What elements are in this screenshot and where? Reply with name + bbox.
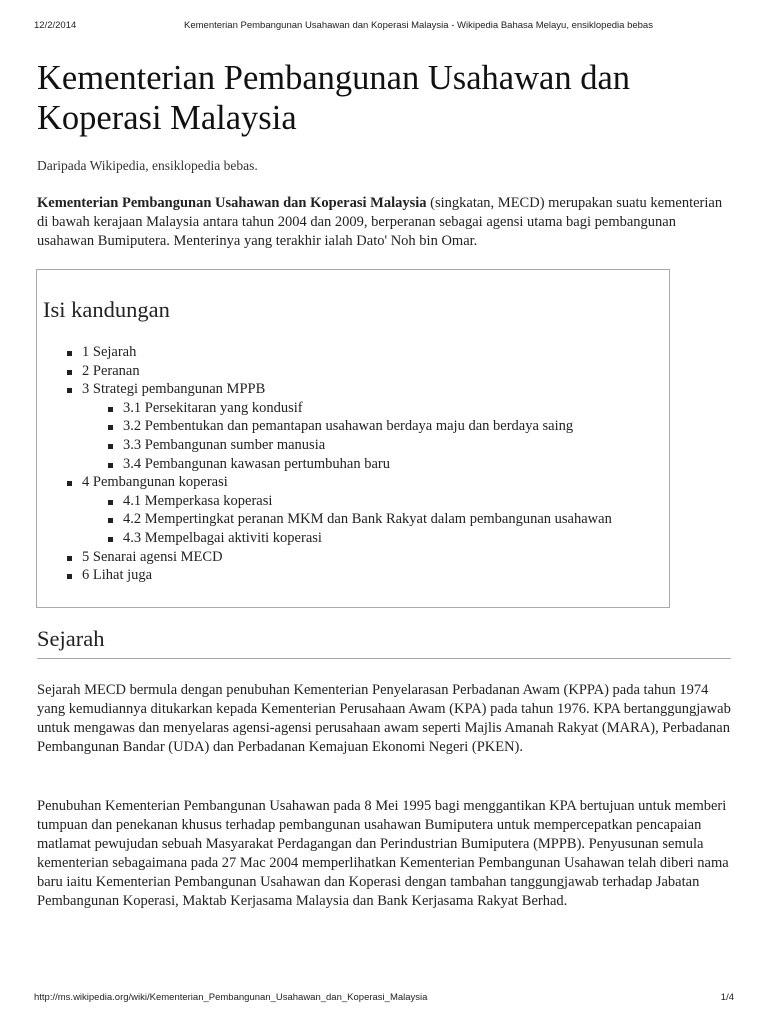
toc-link[interactable]: 3 Strategi pembangunan MPPB <box>82 381 266 398</box>
toc-item[interactable] <box>64 343 664 362</box>
site-tagline: Daripada Wikipedia, ensiklopedia bebas. <box>37 158 258 173</box>
toc-link[interactable]: 6 Lihat juga <box>82 567 153 584</box>
toc-link[interactable]: 1 Sejarah <box>82 344 137 360</box>
toc-subitem[interactable] <box>105 492 664 511</box>
toc-link[interactable]: 4.3 Mempelbagai aktiviti koperasi <box>123 529 322 546</box>
table-of-contents <box>36 269 670 608</box>
print-date: 12/2/2014 <box>34 20 77 31</box>
toc-item[interactable] <box>64 566 664 585</box>
article-content <box>37 58 731 909</box>
page-title-line-1: Kementerian Pembangunan Usahawan dan <box>37 59 631 97</box>
toc-link[interactable]: 2 Peranan <box>82 362 140 379</box>
toc-subitem[interactable] <box>105 455 664 474</box>
page-title <box>37 58 731 138</box>
lead-text: (singkatan, MECD) merupakan suatu kementerian di bawah kerajaan Malaysia antara tahun 2004 dan 2009, berperanan sebagai agensi utama bagi pembangunan usahawan Bumiputera. Menterinya yang terakhir ialah Dato' Noh bin Omar. <box>37 195 723 249</box>
toc-subitem[interactable] <box>105 417 664 436</box>
toc-link[interactable]: 3.3 Pembangunan sumber manusia <box>123 436 326 453</box>
toc-link[interactable]: 3.2 Pembentukan dan pemantapan usahawan berdaya maju dan berdaya saing <box>123 418 574 435</box>
toc-link[interactable]: 5 Senarai agensi MECD <box>82 548 223 565</box>
sejarah-paragraph-2: Penubuhan Kementerian Pembangunan Usahawan pada 8 Mei 1995 bagi menggantikan KPA bertujuan untuk memberi tumpuan dan penekanan khusus terhadap pembangunan usahawan Bumiputera untuk mempercepatkan pencapaian matlamat pewujudan sebuah Masyarakat Perdagangan dan Perindustrian Bumiputera (MPPB). Penyusunan semula kementerian sebagaimana pada 27 Mac 2004 memperlihatkan Kementerian Pembangunan Usahawan telah diberi nama baru iaitu Kementerian Pembangunan Usahawan dan Koperasi dengan tambahan tanggungjawab terhadap Jabatan Pembangunan Koperasi, Maktab Kerjasama Malaysia dan Bank Kerjasama Rakyat Berhad. <box>37 798 729 909</box>
toc-link[interactable]: 4.2 Mempertingkat peranan MKM dan Bank Rakyat dalam pembangunan usahawan <box>123 511 612 528</box>
toc-link[interactable]: 4.1 Memperkasa koperasi <box>123 492 273 509</box>
toc-list <box>64 343 664 585</box>
toc-sublist <box>105 399 664 473</box>
toc-subitem[interactable] <box>105 399 664 418</box>
toc-link[interactable]: 3.1 Persekitaran yang kondusif <box>123 399 303 416</box>
toc-link[interactable]: 3.4 Pembangunan kawasan pertumbuhan baru <box>123 455 390 472</box>
toc-item[interactable] <box>64 362 664 381</box>
toc-item[interactable] <box>64 380 664 473</box>
toc-subitem[interactable] <box>105 510 664 529</box>
toc-link[interactable]: 4 Pembangunan koperasi <box>82 474 228 491</box>
lead-bold-term: Kementerian Pembangunan Usahawan dan Koperasi Malaysia <box>37 195 427 211</box>
page-title-line-2: Koperasi Malaysia <box>37 99 297 137</box>
toc-title: Isi kandungan <box>43 297 170 322</box>
toc-subitem[interactable] <box>105 529 664 548</box>
toc-item[interactable] <box>64 548 664 567</box>
toc-subitem[interactable] <box>105 436 664 455</box>
print-page-title: Kementerian Pembangunan Usahawan dan Koperasi Malaysia - Wikipedia Bahasa Melayu, ensiklopedia bebas <box>184 20 653 31</box>
section-heading-sejarah: Sejarah <box>37 626 731 659</box>
lead-paragraph <box>37 194 727 251</box>
print-url: http://ms.wikipedia.org/wiki/Kementerian_Pembangunan_Usahawan_dan_Koperasi_Malaysia <box>34 992 428 1003</box>
toc-sublist <box>105 492 664 548</box>
toc-item[interactable] <box>64 473 664 547</box>
print-page-number: 1/4 <box>720 992 734 1003</box>
sejarah-paragraph-1: Sejarah MECD bermula dengan penubuhan Kementerian Penyelarasan Perbadanan Awam (KPPA) pada tahun 1974 yang kemudiannya ditukarkan kepada Kementerian Perusahaan Awam (KPA) pada tahun 1976. KPA bertanggungjawab untuk mengawas dan menyelaras agensi-agensi perusahaan awam seperti Majlis Amanah Rakyat (MARA), Perbadanan Pembangunan Bandar (UDA) dan Perbadanan Kemajuan Ekonomi Negeri (PKEN). <box>37 682 731 755</box>
